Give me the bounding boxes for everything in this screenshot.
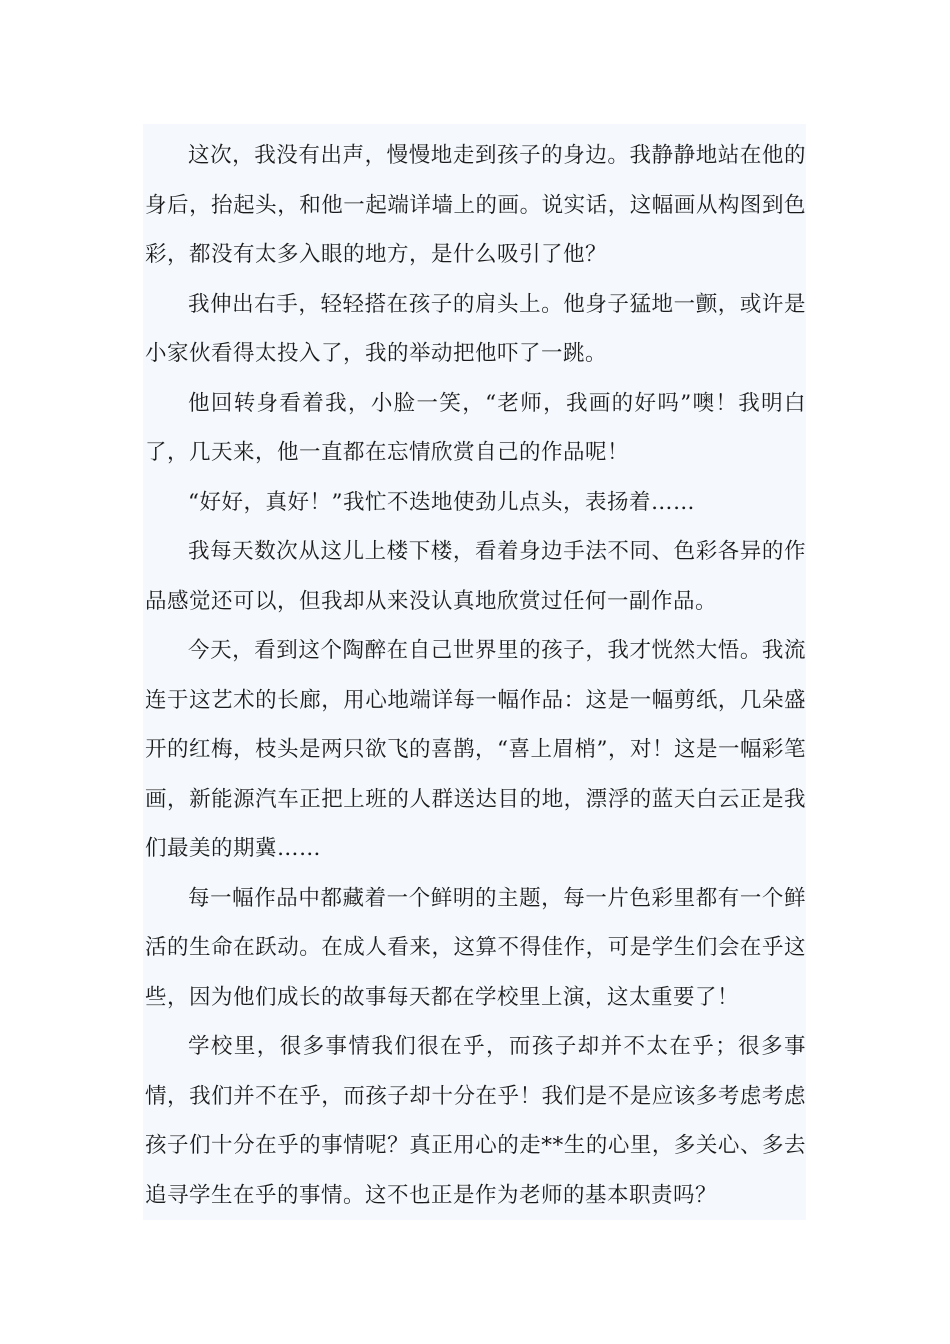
- paragraph: 我每天数次从这儿上楼下楼，看着身边手法不同、色彩各异的作品感觉还可以，但我却从来没认真地欣赏过任何一副作品。: [145, 539, 806, 614]
- article-body: [143, 124, 806, 1220]
- paragraph: 学校里，很多事情我们很在乎，而孩子却并不太在乎；很多事情，我们并不在乎，而孩子却十分在乎！我们是不是应该多考虑考虑孩子们十分在乎的事情呢？真正用心的走**生的心里，多关心、多去追寻学生在乎的事情。这不也正是作为老师的基本职责吗？: [145, 1034, 806, 1208]
- paragraph: 这次，我没有出声，慢慢地走到孩子的身边。我静静地站在他的身后，抬起头，和他一起端详墙上的画。说实话，这幅画从构图到色彩，都没有太多入眼的地方，是什么吸引了他？: [145, 143, 806, 267]
- paragraph: 今天，看到这个陶醉在自己世界里的孩子，我才恍然大悟。我流连于这艺术的长廊，用心地端详每一幅作品：这是一幅剪纸，几朵盛开的红梅，枝头是两只欲飞的喜鹊，“喜上眉梢”，对！这是一幅彩笔画，新能源汽车正把上班的人群送达目的地，漂浮的蓝天白云正是我们最美的期冀……: [145, 638, 806, 861]
- paragraph: 我伸出右手，轻轻搭在孩子的肩头上。他身子猛地一颤，或许是小家伙看得太投入了，我的举动把他吓了一跳。: [145, 291, 806, 366]
- paragraph: 每一幅作品中都藏着一个鲜明的主题，每一片色彩里都有一个鲜活的生命在跃动。在成人看来，这算不得佳作，可是学生们会在乎这些，因为他们成长的故事每天都在学校里上演，这太重要了！: [145, 885, 806, 1010]
- paragraph: 他回转身看着我，小脸一笑，“老师，我画的好吗”噢！我明白了，几天来，他一直都在忘情欣赏自己的作品呢！: [145, 390, 806, 465]
- paragraph: “好好，真好！”我忙不迭地使劲儿点头，表扬着……: [188, 489, 695, 515]
